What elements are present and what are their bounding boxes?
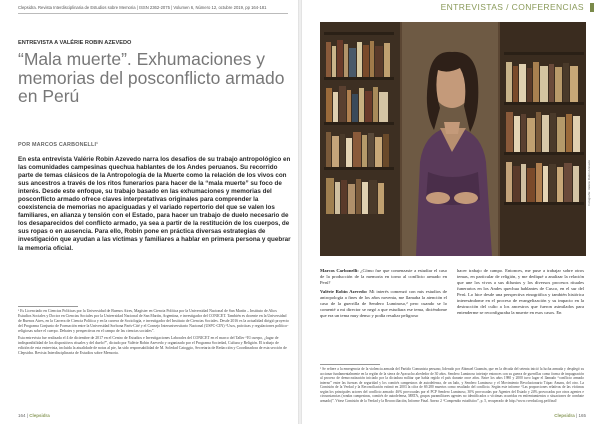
interview-photo xyxy=(320,22,586,256)
speaker-name: Marcos Carbonelli: xyxy=(320,268,359,273)
byline: POR MARCOS CARBONELLI¹ xyxy=(18,142,99,148)
photo-credit: Fotografía: Valérie Robin Azevedo xyxy=(587,160,591,206)
section-marker xyxy=(590,3,594,12)
footnote-2: ² Se refiere a la emergencia de la violencia armada del Partido Comunista peruano, liderado por Abimael Guzmán, que en la década del setenta inició la lucha armada y desplegó su accionar fundamentalmente en la región de la sierra de Ayacucho alrededor de 30 años. Sendero Luminoso inteiraje entonces con su guerra de guerrillas como forma de impugnación al proceso de democratización iniciado por la dictadura militar que había regido el país durante once años. Entre los años 1980 y 2000 tuvo lugar el llamado “conflicto armado interno” entre las fuerzas de seguridad y los comités campesinos de autodefensa, de un lado, y Sendero Luminoso y el Movimiento Revolucionario Túpac Amaru, del otro. La Comisión de la Verdad y la Reconciliación estimó en 2003 la cifra de 69.280 muertos como resultado del conflicto. Según este informe “Las proporciones relativas de las víctimas según los principales actores del conflicto armado: 46% provocadas por el PCP Sendero Luminoso, 30% provocadas por Agentes del Estado y 24% provocadas por otros agentes e circunstancias (rondas campesinas, comités de autodefensa, MRTA, grupos paramilitares agentes no identificados o víctimas ocurridas en enfrentamientos o situaciones de combate armado)”. Véase Comisión de la Verdad y la Reconciliación, Informe Final. Anexo 2 “Compendio estadístico”, p. 5, recuperado de http://www.cverdad.org.pe/ifinal/ xyxy=(320,367,584,403)
right-folio: Clepsidra | 165 xyxy=(554,413,586,418)
left-folio: 164 | Clepsidra xyxy=(18,413,50,418)
footnote-interview-note: Esta entrevista fue realizada el 4 de diciembre de 2017 en el Centro de Estudios e Investigaciones Laborales del CONICET en el marco del Taller “El cuerpo, ¿lugar de indisponibilidad de los dispositivos rituales y del duelo?”, dictado por Valérie Robin Azevedo y organizado por el Programa Sociedad, Cultura y Religión. El trabajo de edición de esta entrevista, incluida la atualidade de notas al pie, ha sido responsabilidad de M. Soledad Catoggio, Secretaria de Redacción y Coordinadora de esta sección de Clepsidra. Revista Interdisciplinaria de Estudios sobre Memoria. xyxy=(18,336,287,355)
answer-paragraph: Valérie Robin Azevedo: Mi interés comenzó con mis estudios de antropología a fines de los años noventa, me llamaba la atención el caso de la guerrilla de Sendero Luminoso,² pero cuando se lo comenté a mi director se negó a que estudiara ese tema, diciéndome que era un tema muy denso y podía resultar peligroso xyxy=(320,289,447,319)
text-column-2 xyxy=(457,268,584,319)
right-page xyxy=(302,0,600,424)
footnote-rule xyxy=(18,306,78,307)
text-column-1 xyxy=(320,268,447,322)
journal-brand: Clepsidra xyxy=(554,413,575,418)
running-head: Clepsidra. Revista Interdisciplinaria de Estudios sobre Memoria | ISSN 2362-2075 | Volumen 6, Número 12, octubre 2019, pp 164-181 xyxy=(18,5,267,10)
footnotes xyxy=(18,309,290,358)
footnote-1: ¹ Es Licenciado en Ciencias Políticas por la Universidad de Buenos Aires, Magíster en Ciencia Política por la Universidad Nacional de San Martín – Instituto de Altos Estudios Sociales y Doctor en Ciencias Sociales por la Universidad Nacional de San Martín, Argentina, e investigador del CONICET. También es docente en la Universidad de Buenos Aires, en la Carrera de Ciencia Política y en la carrera de Sociología, e investigador del Instituto de Ciencias Sociales. Desde 2016 es la actualidad dirigió proyecto del Programa Conjunto de Formación entre la Universidad Sorbona París-Cité y el Consejo Interuniversitario Nacional (USPC-CIN) “Usos, prácticas y regulaciones político-religiosas sobre el cuerpo. Debates y perspectivas en el campo de las ciencias sociales”. xyxy=(18,309,290,333)
section-label: ENTREVISTAS / CONFERENCIAS xyxy=(440,2,584,12)
lede-paragraph: En esta entrevista Valérie Robin Azevedo narra los desafíos de su trabajo antropológico en las comunidades campesinas quechua hablantes de los Andes peruanos. Su recorrido parte de temas clásicos de la Antropología de la Muerte como la relación de los vivos con sus ancestros a través de los ritos funerarios para hacer de la “mala muerte” su foco de interés. Desde este enfoque, su trabajo basado en las exhumaciones y memorias del posconflicto armado ofrece claves interpretativas originales para comprender la coexistencia de memorias no apaciguadas y el variado repertorio del que se valen los familiares, en alianza y tensión con el Estado, para hacer un trabajo de duelo necesario de los desaparecidos del conflicto armado, ya sea a partir de la restitución de los cuerpos, de sus ropas o en ausencia. Para ello, Robin pone en práctica diversas estrategias de investigación que ayudan a las víctimas y familiares a hablar en primera persona y quebrar la memoria oficial. xyxy=(18,156,291,252)
article-title: “Mala muerte”. Exhumaciones y memorias del posconflicto armado en Perú xyxy=(18,49,285,106)
photo-illustration xyxy=(320,22,586,256)
article-kicker: ENTREVISTA A VALÉRIE ROBIN AZEVEDO xyxy=(18,40,132,46)
answer-continuation: hacer trabajo de campo. Entonces, me puse a trabajar sobre otros temas, en particular de religión, y me dediqué a analizar la relación que une los vivos a sus difuntos y los diversos procesos rituales funerarios en los Andes quechua hablantes de Cusco, en el sur del Perú. Lo hice desde una perspectiva etnográfica y también histórica interesándome en el proceso de evangelización y su impacto en la destrucción del culto a los ancestros que fueron asimilados para entenderme se reconfiguraba la muerte en esos casos. En xyxy=(457,268,584,316)
page-number: 165 xyxy=(578,413,586,418)
journal-brand: Clepsidra xyxy=(29,413,50,418)
header-rule xyxy=(18,13,288,14)
question-paragraph: Marcos Carbonelli: ¿Cómo fue que comenzaste a estudiar el caso de la producción de la memoria en torno al conflicto armado en Perú? xyxy=(320,268,447,286)
page-number: 164 xyxy=(18,413,26,418)
left-page xyxy=(0,0,298,424)
speaker-name: Valérie Robin Azevedo: xyxy=(320,289,368,295)
footnote-rule xyxy=(320,364,380,365)
